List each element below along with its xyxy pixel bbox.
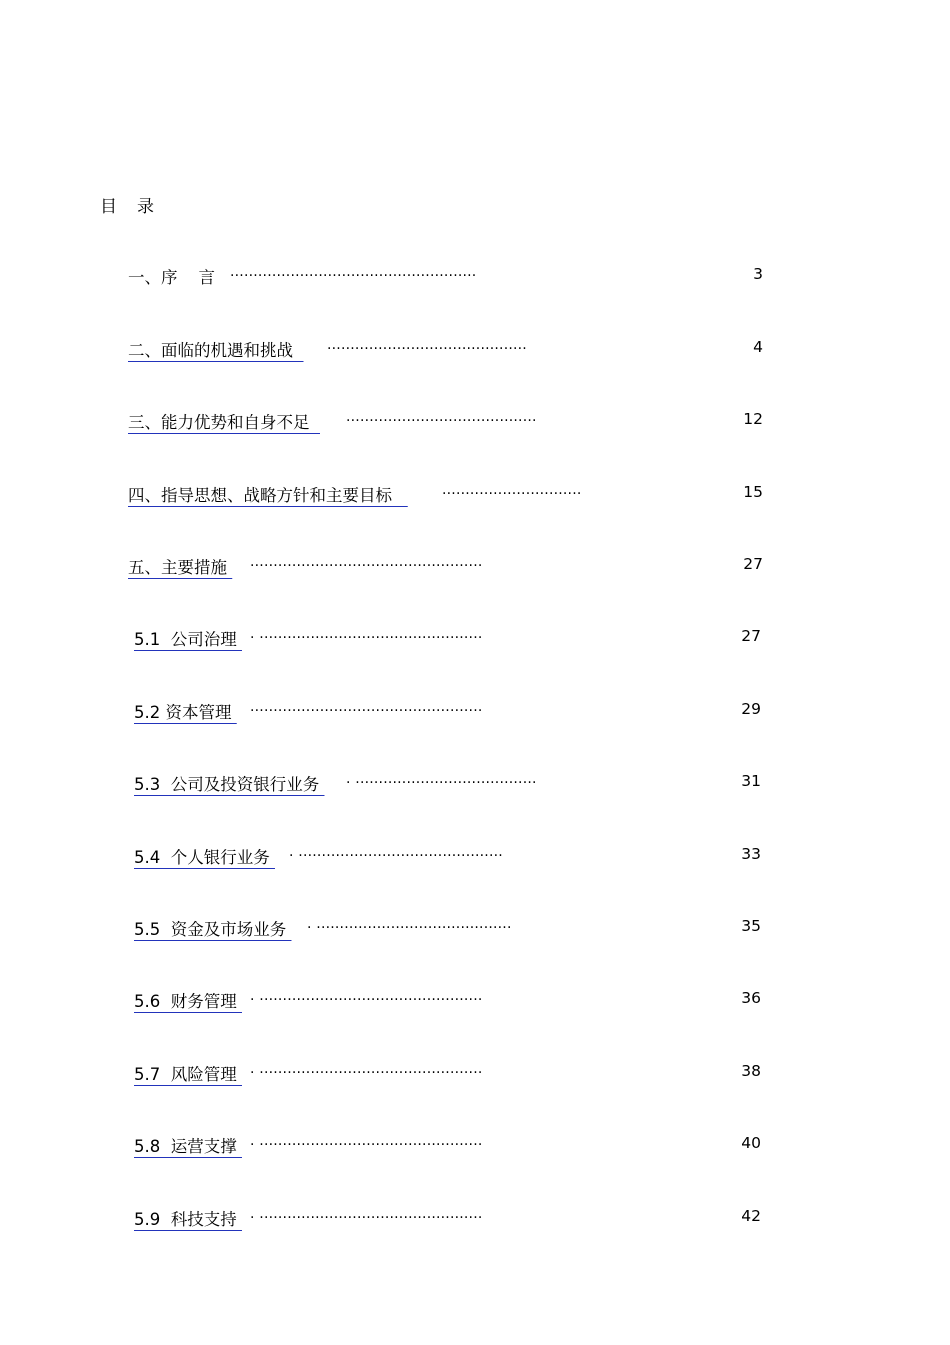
toc-entry-label[interactable]: 5.6 财务管理 xyxy=(134,992,242,1011)
toc-entry[interactable] xyxy=(0,1059,950,1089)
toc-entry-page-number: 27 xyxy=(741,627,761,645)
toc-entry-leader: . .......................................... xyxy=(307,916,512,932)
toc-entry-label[interactable]: 一、序 言 xyxy=(128,268,215,287)
toc-entry-leader: . ................................................ xyxy=(250,1206,483,1222)
toc-entry-label[interactable]: 5.7 风险管理 xyxy=(134,1065,242,1084)
toc-entry-label[interactable]: 5.5 资金及市场业务 xyxy=(134,920,292,939)
toc-entry[interactable] xyxy=(0,262,950,292)
toc-entry-page-number: 38 xyxy=(741,1062,761,1080)
toc-entry-label[interactable]: 5.8 运营支撑 xyxy=(134,1137,242,1156)
toc-entry[interactable] xyxy=(0,552,950,582)
toc-entry[interactable] xyxy=(0,1204,950,1234)
toc-entry-label[interactable]: 四、指导思想、战略方针和主要目标 xyxy=(128,486,408,505)
toc-entry-page-number: 40 xyxy=(741,1134,761,1152)
toc-entry[interactable] xyxy=(0,624,950,654)
toc-entry-page-number: 33 xyxy=(741,845,761,863)
toc-entry-leader: .............................. xyxy=(442,482,582,498)
toc-entry-page-number: 12 xyxy=(743,410,763,428)
toc-entry[interactable] xyxy=(0,842,950,872)
toc-entry-page-number: 36 xyxy=(741,989,761,1007)
toc-entry-label[interactable]: 二、面临的机遇和挑战 xyxy=(128,341,304,360)
toc-entry-leader: . ....................................... xyxy=(346,771,537,787)
toc-entry-page-number: 3 xyxy=(753,265,763,283)
toc-entry-page-number: 15 xyxy=(743,483,763,501)
toc-entry[interactable] xyxy=(0,407,950,437)
toc-entry-page-number: 31 xyxy=(741,772,761,790)
toc-entry[interactable] xyxy=(0,914,950,944)
toc-entry[interactable] xyxy=(0,480,950,510)
toc-entry-page-number: 4 xyxy=(753,338,763,356)
toc-entry-leader: . ................................................ xyxy=(250,1133,483,1149)
toc-entry-leader: ........................................... xyxy=(327,337,527,353)
toc-entry-label[interactable]: 5.1 公司治理 xyxy=(134,630,242,649)
toc-entry-leader: ......................................... xyxy=(346,409,537,425)
toc-entry[interactable] xyxy=(0,986,950,1016)
toc-entry-label[interactable]: 5.2 资本管理 xyxy=(134,703,237,722)
toc-entry-label[interactable]: 五、主要措施 xyxy=(128,558,233,577)
toc-entry[interactable] xyxy=(0,1131,950,1161)
toc-entry-leader: . ................................................ xyxy=(250,626,483,642)
toc-entry-label[interactable]: 5.9 科技支持 xyxy=(134,1210,242,1229)
toc-entry-leader: .................................................. xyxy=(250,554,483,570)
toc-entry-page-number: 35 xyxy=(741,917,761,935)
toc-entry-label[interactable]: 5.4 个人银行业务 xyxy=(134,848,275,867)
toc-entry-leader: .................................................. xyxy=(250,699,483,715)
toc-entry[interactable] xyxy=(0,769,950,799)
toc-entry-leader: . ................................................ xyxy=(250,988,483,1004)
toc-entry-leader: . ................................................ xyxy=(250,1061,483,1077)
toc-entry-label[interactable]: 5.3 公司及投资银行业务 xyxy=(134,775,325,794)
toc-entry-leader: . ............................................ xyxy=(289,844,503,860)
toc-entry-page-number: 29 xyxy=(741,700,761,718)
toc-entry-page-number: 42 xyxy=(741,1207,761,1225)
toc-entry[interactable] xyxy=(0,697,950,727)
toc-entry-leader: ..................................................... xyxy=(230,264,477,280)
toc-entry-label[interactable]: 三、能力优势和自身不足 xyxy=(128,413,320,432)
toc-title: 目录 xyxy=(100,197,174,217)
toc-entry[interactable] xyxy=(0,335,950,365)
toc-entry-page-number: 27 xyxy=(743,555,763,573)
